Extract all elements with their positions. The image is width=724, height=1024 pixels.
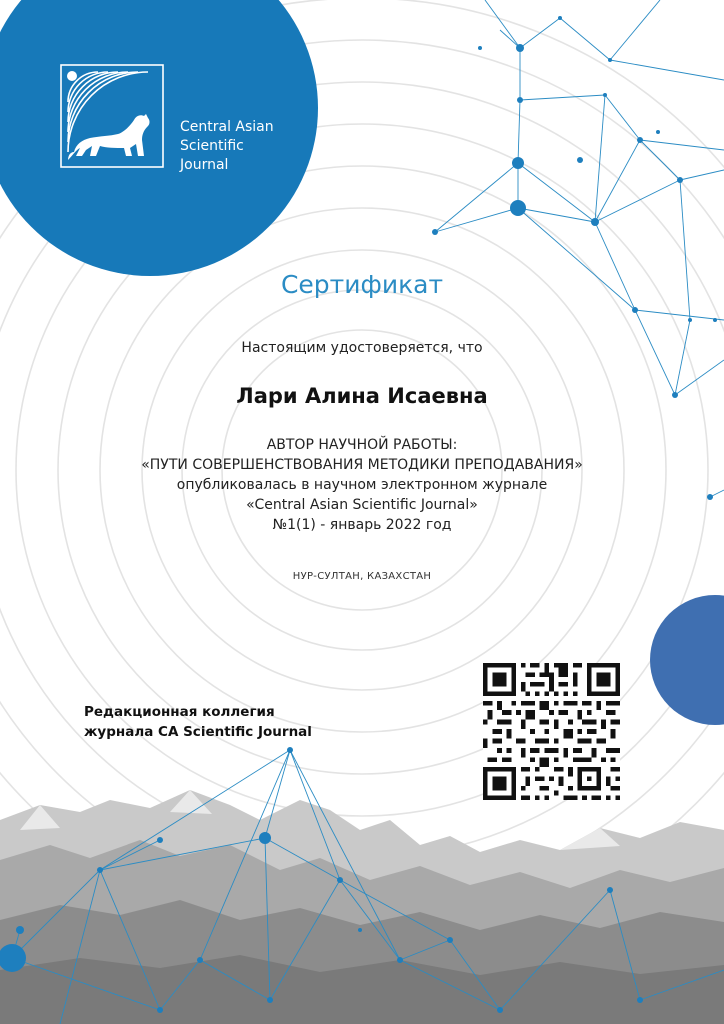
editorial-line: Редакционная коллегия — [84, 704, 275, 720]
journal-title: «Central Asian Scientific Journal» — [246, 497, 478, 513]
leopard-logo-icon — [60, 64, 164, 168]
journal-name — [180, 118, 274, 175]
side-circle — [650, 595, 724, 725]
work-line: опубликовалась в научном электронном журнале — [176, 477, 548, 493]
issue-line: №1(1) - январь 2022 год — [272, 517, 452, 533]
qr-code-icon — [483, 663, 620, 800]
recipient-name: Лари Алина Исаевна — [236, 384, 488, 408]
journal-name-line: Journal — [180, 157, 229, 173]
network-top-right-nodes — [432, 16, 717, 500]
certificate-title: Сертификат — [280, 270, 444, 299]
editorial-line: журнала CA Scientific Journal — [84, 724, 312, 740]
intro-text: Настоящим удостоверяется, что — [241, 340, 483, 356]
work-line: АВТОР НАУЧНОЙ РАБОТЫ: — [266, 437, 458, 453]
editorial-board — [84, 702, 312, 742]
journal-name-line: Scientific — [180, 138, 244, 154]
work-title: «ПУТИ СОВЕРШЕНСТВОВАНИЯ МЕТОДИКИ ПРЕПОДАВАНИЯ» — [141, 457, 583, 473]
journal-name-line: Central Asian — [180, 119, 274, 135]
city-line: НУР-СУЛТАН, КАЗАХСТАН — [292, 571, 432, 582]
mountain-range — [0, 790, 724, 1024]
